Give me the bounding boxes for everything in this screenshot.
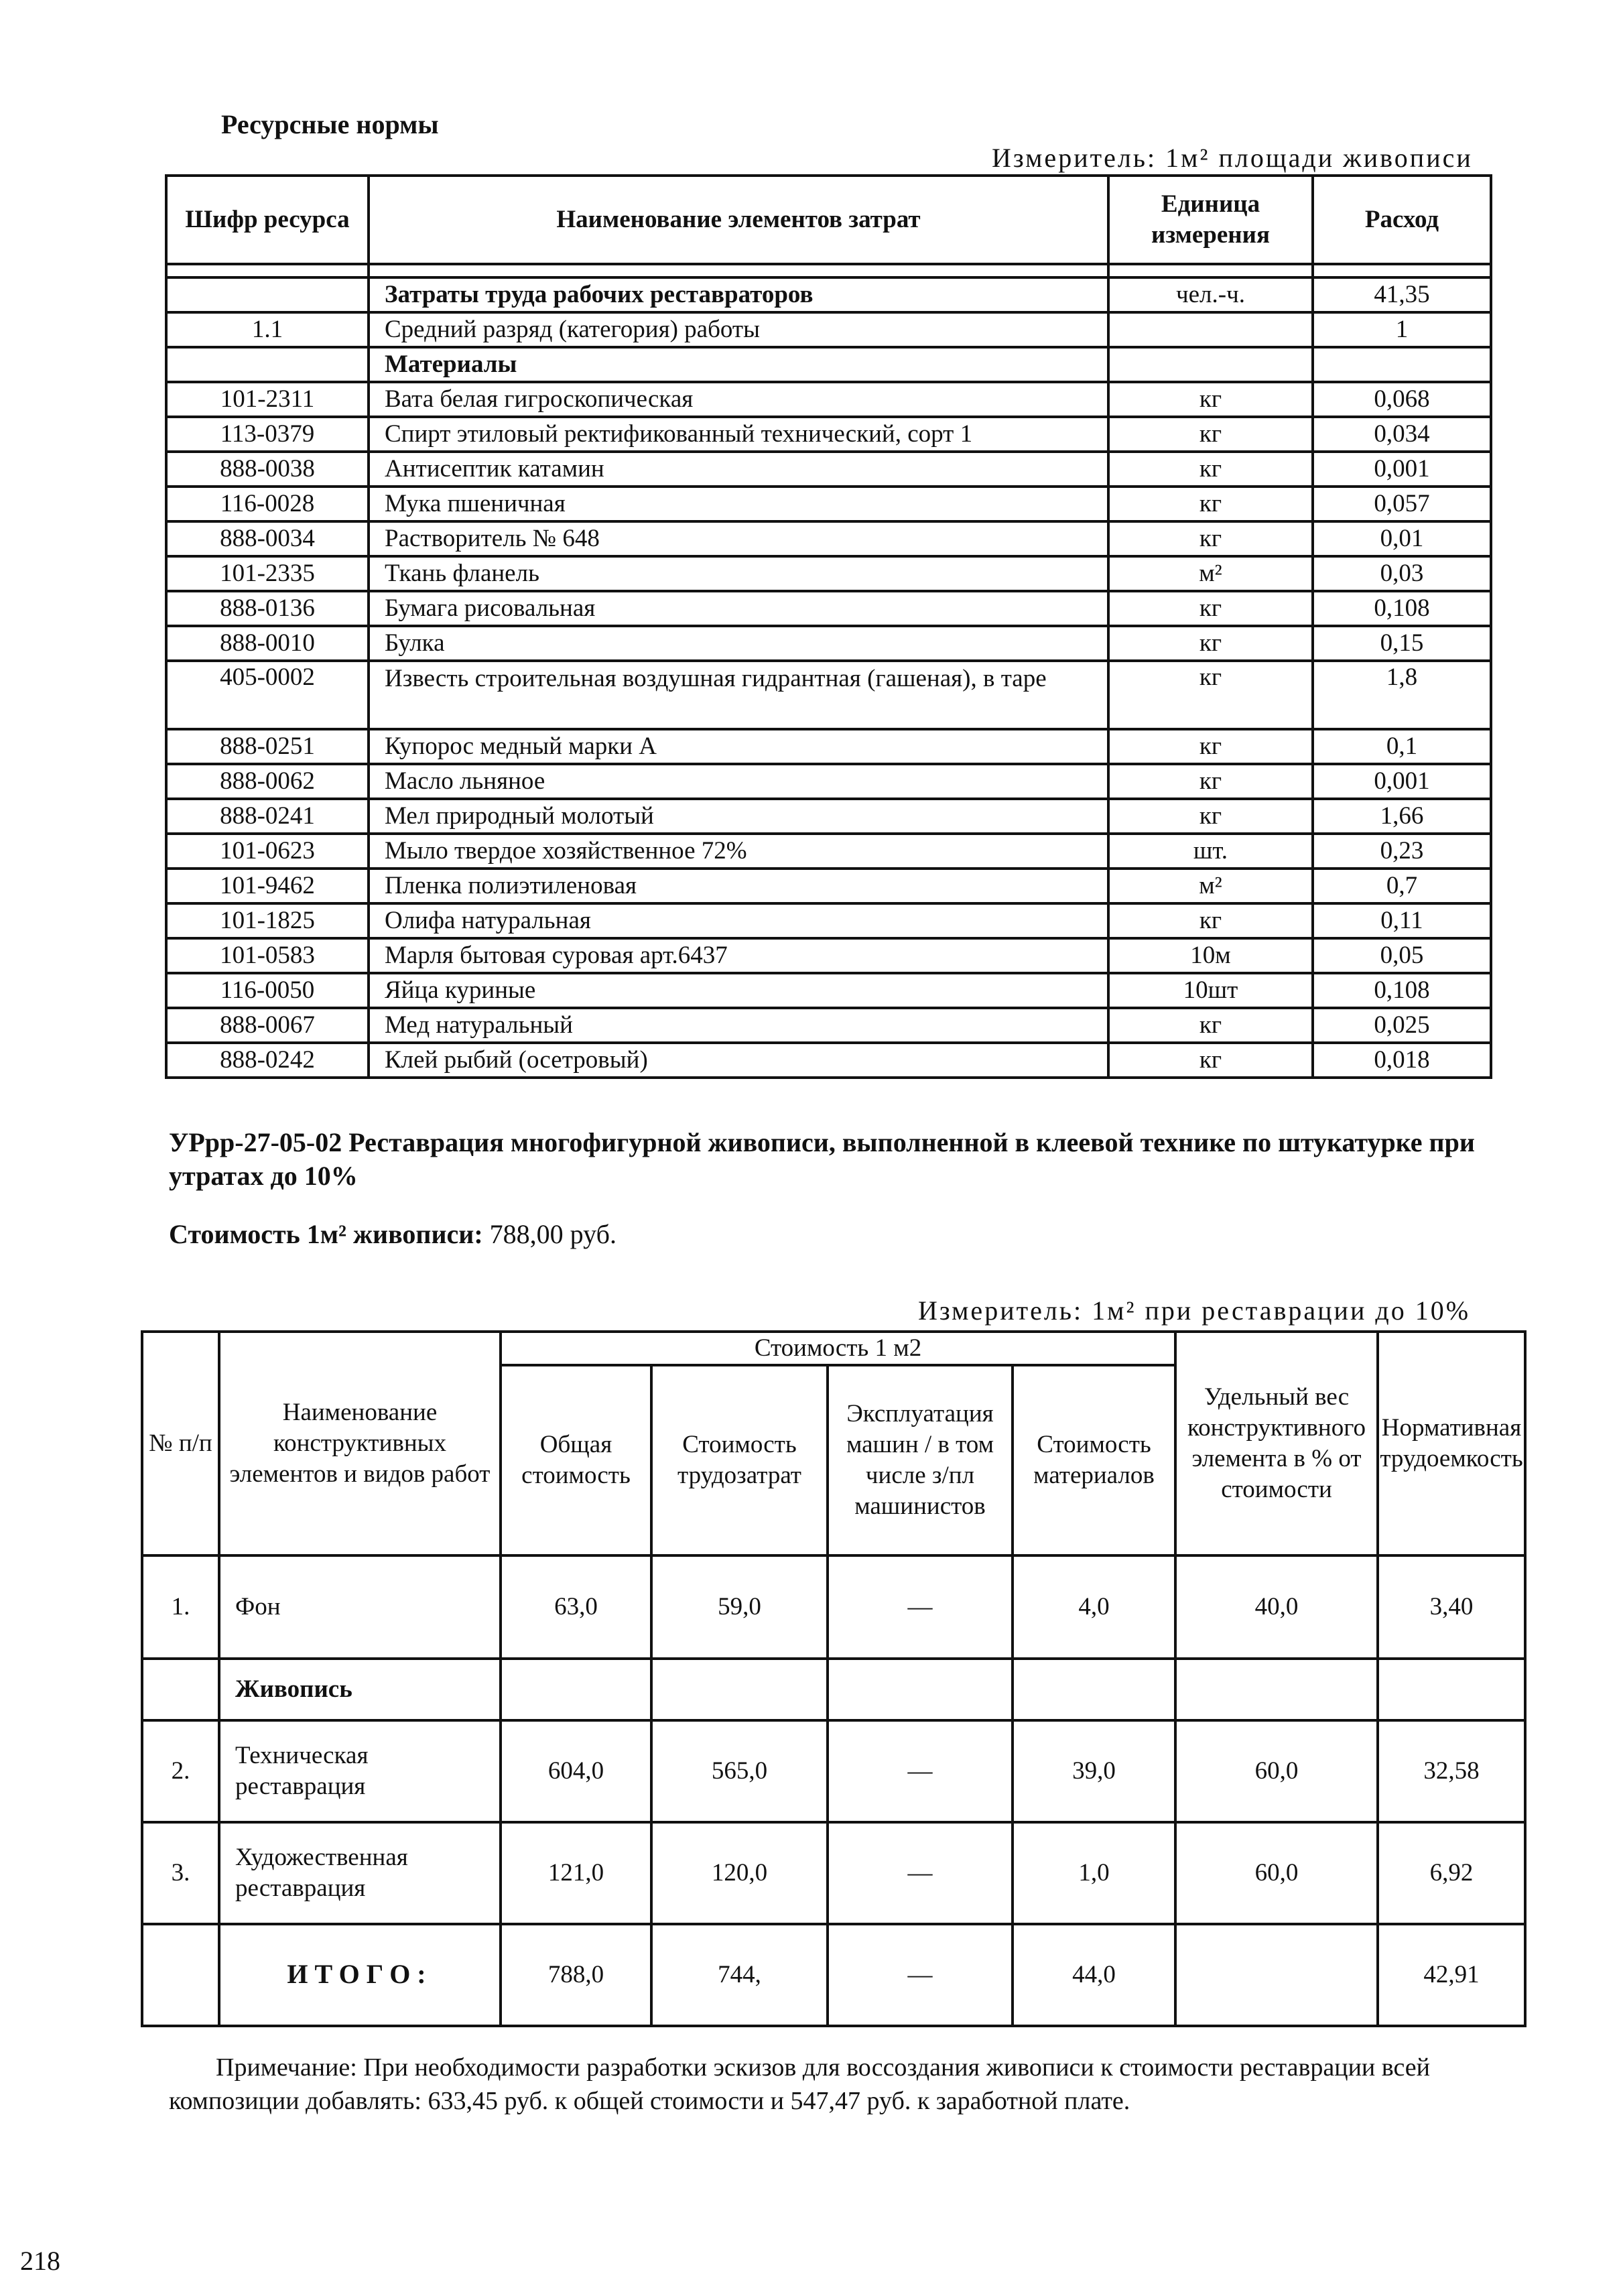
cost-value: 788,00 руб.	[489, 1219, 616, 1249]
cell-text: 59,0	[718, 1593, 761, 1620]
row-name: Растворитель № 648	[369, 521, 1108, 556]
row-qty: 1,66	[1313, 799, 1491, 834]
row-qty: 0,01	[1313, 521, 1491, 556]
row-materials	[1013, 1720, 1175, 1822]
row-code: 888-0241	[166, 799, 369, 834]
table-row	[142, 1659, 1525, 1720]
row-name: Бумага рисовальная	[369, 591, 1108, 626]
cell-text: 1,0	[1078, 1859, 1110, 1887]
row-unit: кг	[1108, 1008, 1313, 1043]
row-name: Средний разряд (категория) работы	[369, 312, 1108, 347]
row-norm	[1378, 1720, 1525, 1822]
row-qty	[1313, 347, 1491, 382]
row-total	[501, 1822, 651, 1924]
row-code: 888-0062	[166, 764, 369, 799]
row-labor	[651, 1659, 828, 1720]
row-machines	[828, 1924, 1013, 2026]
row-qty: 0,1	[1313, 729, 1491, 764]
table-row	[166, 417, 1491, 452]
row-unit: м²	[1108, 869, 1313, 903]
row-qty: 0,018	[1313, 1043, 1491, 1078]
row-qty: 0,034	[1313, 417, 1491, 452]
row-code: 116-0028	[166, 487, 369, 521]
row-name: Масло льняное	[369, 764, 1108, 799]
row-code: 888-0242	[166, 1043, 369, 1078]
row-qty: 0,7	[1313, 869, 1491, 903]
row-code	[166, 277, 369, 312]
spacer-cell	[166, 264, 369, 277]
table-row	[166, 1043, 1491, 1078]
cell-text: 6,92	[1429, 1859, 1474, 1887]
header-cell-qty: Расход	[1313, 176, 1491, 264]
row-num	[142, 1822, 219, 1924]
row-code: 101-2335	[166, 556, 369, 591]
row-num	[142, 1659, 219, 1720]
row-unit: кг	[1108, 729, 1313, 764]
cell-text: 39,0	[1072, 1757, 1116, 1785]
table-row	[166, 938, 1491, 973]
table-header-row	[142, 1332, 1525, 1365]
cell-text: 44,0	[1072, 1961, 1116, 1988]
table-row	[142, 1720, 1525, 1822]
row-machines	[828, 1555, 1013, 1659]
row-unit	[1108, 312, 1313, 347]
cell-text: ИТОГО:	[287, 1959, 433, 1989]
row-machines	[828, 1720, 1013, 1822]
cell-text: 604,0	[547, 1757, 604, 1785]
spacer-cell	[1313, 264, 1491, 277]
row-labor	[651, 1822, 828, 1924]
row-name: Спирт этиловый ректификованный технический, сорт 1	[369, 417, 1108, 452]
dash-mark: —	[907, 1757, 933, 1785]
row-code: 116-0050	[166, 973, 369, 1008]
row-code: 101-2311	[166, 382, 369, 417]
table-row	[166, 834, 1491, 869]
row-share	[1175, 1720, 1378, 1822]
table-row	[166, 312, 1491, 347]
row-qty: 0,001	[1313, 452, 1491, 487]
row-norm	[1378, 1924, 1525, 2026]
section-heading-2: УРрр-27-05-02 Реставрация многофигурной живописи, выполненной в клеевой технике по штукатурке при утратах до 10%	[169, 1127, 1475, 1191]
row-qty: 41,35	[1313, 277, 1491, 312]
cell-text: 565,0	[711, 1757, 768, 1785]
row-name: Олифа натуральная	[369, 903, 1108, 938]
row-name	[219, 1822, 501, 1924]
table-row	[166, 452, 1491, 487]
dash-mark: —	[907, 1961, 933, 1988]
row-name: Мука пшеничная	[369, 487, 1108, 521]
row-qty: 0,001	[1313, 764, 1491, 799]
row-code: 101-0583	[166, 938, 369, 973]
row-qty: 0,03	[1313, 556, 1491, 591]
cell-text: Техническая реставрация	[235, 1742, 369, 1800]
table-row	[166, 591, 1491, 626]
row-code: 101-1825	[166, 903, 369, 938]
cell-text: 3.	[171, 1859, 190, 1887]
row-name: Мыло твердое хозяйственное 72%	[369, 834, 1108, 869]
row-qty: 1	[1313, 312, 1491, 347]
row-materials	[1013, 1555, 1175, 1659]
row-name: Мел природный молотый	[369, 799, 1108, 834]
cell-text: 40,0	[1254, 1593, 1299, 1620]
footnote: Примечание: При необходимости разработки эскизов для воссоздания живописи к стоимости реставрации всей композиции добавлять: 633,45 руб. к общей стоимости и 547,47 руб. к заработной плате.	[169, 2053, 1431, 2115]
row-code: 888-0067	[166, 1008, 369, 1043]
row-norm	[1378, 1822, 1525, 1924]
measure-note-2: Измеритель: 1м² при реставрации до 10%	[918, 1295, 1471, 1326]
row-name: Вата белая гигроскопическая	[369, 382, 1108, 417]
row-name: Антисептик катамин	[369, 452, 1108, 487]
row-unit: м²	[1108, 556, 1313, 591]
row-code: 888-0034	[166, 521, 369, 556]
row-machines	[828, 1659, 1013, 1720]
row-qty: 0,15	[1313, 626, 1491, 661]
row-num	[142, 1924, 219, 2026]
row-unit	[1108, 347, 1313, 382]
row-name	[219, 1659, 501, 1720]
table-row	[166, 626, 1491, 661]
cell-text: 788,0	[547, 1961, 604, 1988]
row-machines	[828, 1822, 1013, 1924]
row-qty: 0,108	[1313, 591, 1491, 626]
table-row	[166, 903, 1491, 938]
row-unit: шт.	[1108, 834, 1313, 869]
cell-text: Художественная реставрация	[235, 1844, 408, 1902]
row-materials	[1013, 1659, 1175, 1720]
header-cell-code: Шифр ресурса	[166, 176, 369, 264]
row-qty: 0,108	[1313, 973, 1491, 1008]
restoration-cost-table	[141, 1330, 1527, 2027]
header-cell-name: Наименование элементов затрат	[369, 176, 1108, 264]
row-unit: кг	[1108, 764, 1313, 799]
header-cell-norm: Нормативная трудоемкость	[1378, 1332, 1525, 1555]
row-code	[166, 347, 369, 382]
row-code: 405-0002	[166, 661, 369, 729]
table-row	[166, 487, 1491, 521]
row-name: Купорос медный марки А	[369, 729, 1108, 764]
header-cell-unit: Единица измерения	[1108, 176, 1313, 264]
table-header-row	[166, 176, 1491, 264]
dash-mark: —	[907, 1859, 933, 1887]
table-row	[166, 521, 1491, 556]
table-row	[166, 347, 1491, 382]
row-qty: 0,05	[1313, 938, 1491, 973]
row-unit: кг	[1108, 487, 1313, 521]
row-norm	[1378, 1555, 1525, 1659]
row-code: 888-0251	[166, 729, 369, 764]
row-total	[501, 1924, 651, 2026]
table-row	[166, 277, 1491, 312]
row-code: 101-0623	[166, 834, 369, 869]
row-num	[142, 1555, 219, 1659]
row-qty: 0,23	[1313, 834, 1491, 869]
cell-text: 2.	[171, 1757, 190, 1785]
row-qty: 0,068	[1313, 382, 1491, 417]
cell-text: 744,	[718, 1961, 761, 1988]
row-norm	[1378, 1659, 1525, 1720]
cell-text: Живопись	[235, 1675, 352, 1703]
row-name: Ткань фланель	[369, 556, 1108, 591]
header-cell-num: № п/п	[142, 1332, 219, 1555]
row-total	[501, 1659, 651, 1720]
cell-text: 120,0	[711, 1859, 768, 1887]
table-row	[166, 973, 1491, 1008]
row-name: Известь строительная воздушная гидрантная (гашеная), в таре	[369, 661, 1108, 729]
row-share	[1175, 1822, 1378, 1924]
row-name: Затраты труда рабочих реставраторов	[369, 277, 1108, 312]
row-name	[219, 1924, 501, 2026]
cell-text: Фон	[235, 1593, 281, 1620]
table-row	[166, 661, 1491, 729]
header-cell-name: Наименование конструктивных элементов и видов работ	[219, 1332, 501, 1555]
row-unit: кг	[1108, 591, 1313, 626]
header-cell-materials: Стоимость материалов	[1013, 1365, 1175, 1555]
row-qty: 0,025	[1313, 1008, 1491, 1043]
header-cell-share: Удельный вес конструктивного элемента в % от стоимости	[1175, 1332, 1378, 1555]
row-qty: 1,8	[1313, 661, 1491, 729]
header-cell-total: Общая стоимость	[501, 1365, 651, 1555]
row-unit: кг	[1108, 417, 1313, 452]
row-unit: кг	[1108, 1043, 1313, 1078]
row-code: 888-0038	[166, 452, 369, 487]
cost-line	[169, 1218, 616, 1250]
table-row	[142, 1822, 1525, 1924]
row-materials	[1013, 1822, 1175, 1924]
row-total	[501, 1555, 651, 1659]
row-unit: кг	[1108, 521, 1313, 556]
row-name	[219, 1720, 501, 1822]
row-unit: кг	[1108, 661, 1313, 729]
row-labor	[651, 1924, 828, 2026]
row-name: Клей рыбий (осетровый)	[369, 1043, 1108, 1078]
header-cell-machines: Эксплуатация машин / в том числе з/пл машинистов	[828, 1365, 1013, 1555]
table-row	[166, 799, 1491, 834]
section-title: Ресурсные нормы	[221, 109, 439, 139]
row-num	[142, 1720, 219, 1822]
row-name: Марля бытовая суровая арт.6437	[369, 938, 1108, 973]
row-share	[1175, 1659, 1378, 1720]
row-unit: 10м	[1108, 938, 1313, 973]
table-row	[166, 1008, 1491, 1043]
table-row	[142, 1555, 1525, 1659]
measure-note-1: Измеритель: 1м² площади живописи	[992, 143, 1473, 173]
row-labor	[651, 1720, 828, 1822]
cell-text: 60,0	[1254, 1859, 1299, 1887]
row-qty: 0,11	[1313, 903, 1491, 938]
cell-text: 32,58	[1423, 1757, 1480, 1785]
row-share	[1175, 1555, 1378, 1659]
table-row	[166, 869, 1491, 903]
table-row	[166, 556, 1491, 591]
row-unit: кг	[1108, 799, 1313, 834]
page-number: 218	[20, 2246, 60, 2276]
spacer-cell	[1108, 264, 1313, 277]
row-labor	[651, 1555, 828, 1659]
cell-text: 4,0	[1078, 1593, 1110, 1620]
row-code: 888-0136	[166, 591, 369, 626]
row-qty: 0,057	[1313, 487, 1491, 521]
row-unit: 10шт	[1108, 973, 1313, 1008]
cell-text: 1.	[171, 1593, 190, 1620]
row-unit: чел.-ч.	[1108, 277, 1313, 312]
row-unit: кг	[1108, 382, 1313, 417]
row-name	[219, 1555, 501, 1659]
table-row	[166, 729, 1491, 764]
row-name: Булка	[369, 626, 1108, 661]
row-unit: кг	[1108, 626, 1313, 661]
table-row	[142, 1924, 1525, 2026]
header-cell-labor: Стоимость трудозатрат	[651, 1365, 828, 1555]
row-materials	[1013, 1924, 1175, 2026]
cell-text: 60,0	[1254, 1757, 1299, 1785]
table-row	[166, 382, 1491, 417]
table-row	[166, 764, 1491, 799]
cell-text: 42,91	[1423, 1961, 1480, 1988]
spacer-cell	[369, 264, 1108, 277]
header-cell-cost-group: Стоимость 1 м2	[501, 1332, 1175, 1365]
resource-norms-table	[165, 174, 1492, 1079]
row-unit: кг	[1108, 452, 1313, 487]
row-code: 1.1	[166, 312, 369, 347]
row-code: 101-9462	[166, 869, 369, 903]
row-total	[501, 1720, 651, 1822]
row-name: Пленка полиэтиленовая	[369, 869, 1108, 903]
row-unit: кг	[1108, 903, 1313, 938]
row-code: 888-0010	[166, 626, 369, 661]
cost-label: Стоимость 1м² живописи:	[169, 1219, 483, 1249]
row-share	[1175, 1924, 1378, 2026]
table-spacer-row	[166, 264, 1491, 277]
row-name: Материалы	[369, 347, 1108, 382]
cell-text: 121,0	[547, 1859, 604, 1887]
dash-mark: —	[907, 1593, 933, 1620]
row-name: Мед натуральный	[369, 1008, 1108, 1043]
row-code: 113-0379	[166, 417, 369, 452]
cell-text: 63,0	[554, 1593, 598, 1620]
cell-text: 3,40	[1429, 1593, 1474, 1620]
row-name: Яйца куриные	[369, 973, 1108, 1008]
